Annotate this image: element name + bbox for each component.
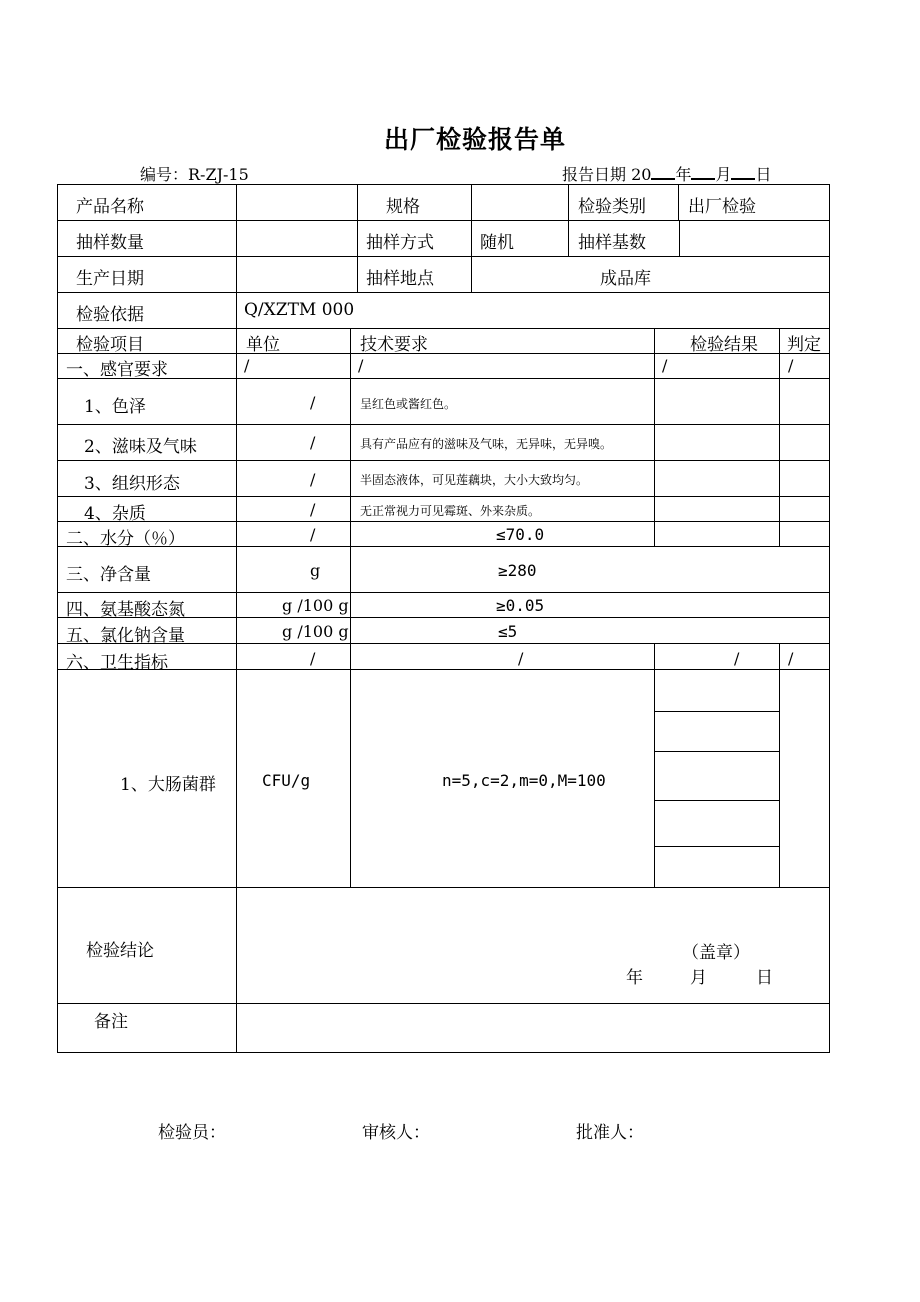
label-prod-date: 生产日期 (76, 269, 144, 289)
sample-base-field[interactable] (681, 222, 828, 255)
table-row-unit: / (310, 500, 316, 519)
table-row-req: 无正常视力可见霉斑、外来杂质。 (360, 504, 541, 518)
table-row-item: 六、卫生指标 (66, 653, 168, 673)
conclusion-year: 年 (626, 968, 643, 988)
sample-qty-field[interactable] (238, 222, 356, 255)
table-row-req: 具有产品应有的滋味及气味，无异味，无异嗅。 (360, 437, 613, 451)
table-row-req: ≤70.0 (496, 525, 545, 544)
table-row-item: 四、氨基酸态氮 (66, 600, 185, 620)
header-unit: 单位 (246, 335, 280, 355)
table-row-item: 1、色泽 (84, 397, 146, 417)
report-date-day: 日 (755, 165, 772, 184)
table-row-judge: / (788, 356, 794, 375)
label-basis: 检验依据 (76, 305, 144, 325)
signature-approver: 批准人： (576, 1123, 644, 1143)
table-row-unit: CFU/g (262, 771, 311, 790)
table-row-req: ≥280 (498, 561, 537, 580)
signature-inspector: 检验员： (158, 1123, 226, 1143)
table-row-result: / (662, 356, 668, 375)
table-row-item: 4、杂质 (84, 504, 146, 524)
conclusion-month: 月 (690, 968, 707, 988)
prod-date-field[interactable] (238, 258, 356, 291)
table-row-unit: / (310, 649, 316, 668)
report-date-prefix: 报告日期 20 (562, 165, 652, 184)
table-row-item: 2、滋味及气味 (84, 437, 197, 457)
spec-field[interactable] (473, 186, 567, 219)
table-row-item: 三、净含量 (66, 565, 151, 585)
table-row-item: 二、水分（％） (66, 529, 185, 549)
table-row-item: 五、氯化钠含量 (66, 626, 185, 646)
table-row-item: 3、组织形态 (84, 474, 180, 494)
report-date-month: 月 (715, 165, 732, 184)
table-row-req: 呈红色或酱红色。 (360, 397, 457, 411)
conclusion-label: 检验结论 (86, 941, 154, 961)
sample-method-value: 随机 (480, 233, 514, 253)
header-result: 检验结果 (690, 335, 758, 355)
report-date (562, 162, 772, 185)
label-product-name: 产品名称 (76, 197, 144, 217)
remarks-field[interactable] (238, 1005, 828, 1051)
signature-reviewer: 审核人： (362, 1123, 430, 1143)
header-req: 技术要求 (360, 335, 428, 355)
product-name-field[interactable] (238, 186, 356, 219)
table-row-req: / (358, 356, 364, 375)
report-date-year: 年 (675, 165, 692, 184)
table-row-unit: / (310, 470, 316, 489)
table-row-req: 半固态液体，可见莲藕块，大小大致均匀。 (360, 473, 589, 487)
page-title: 出厂检验报告单 (384, 125, 567, 154)
conclusion-seal: （盖章） (682, 943, 750, 963)
table-row-unit: g (310, 561, 321, 580)
label-sample-method: 抽样方式 (366, 233, 434, 253)
label-sample-place: 抽样地点 (366, 269, 434, 289)
table-row-unit: / (310, 433, 316, 452)
table-row-unit: g /100 g (282, 622, 349, 641)
header-judge: 判定 (787, 335, 821, 355)
table-row-item: 1、大肠菌群 (120, 775, 216, 795)
table-row-unit: / (310, 393, 316, 412)
label-sample-base: 抽样基数 (578, 233, 646, 253)
inspection-type-value: 出厂检验 (688, 197, 756, 217)
sample-place-value: 成品库 (600, 269, 651, 289)
table-row-unit: g /100 g (282, 596, 349, 615)
table-row-result: / (734, 649, 740, 668)
table-row-req: ≥0.05 (496, 596, 545, 615)
header-item: 检验项目 (76, 335, 144, 355)
table-row-req: n=5,c=2,m=0,M=100 (442, 771, 606, 790)
table-row-req: ≤5 (498, 622, 518, 641)
basis-value: Q/XZTM 000 (244, 300, 355, 320)
table-row-req: / (518, 649, 524, 668)
label-inspection-type: 检验类别 (578, 197, 646, 217)
label-spec: 规格 (386, 197, 420, 217)
remarks-label: 备注 (94, 1012, 128, 1032)
label-sample-qty: 抽样数量 (76, 233, 144, 253)
doc-number: 编号：R-ZJ-15 (140, 165, 249, 184)
table-row-unit: / (310, 525, 316, 544)
table-row-item: 一、感官要求 (66, 360, 168, 380)
conclusion-day: 日 (756, 968, 773, 988)
table-row-judge: / (788, 649, 794, 668)
table-row-unit: / (244, 356, 250, 375)
